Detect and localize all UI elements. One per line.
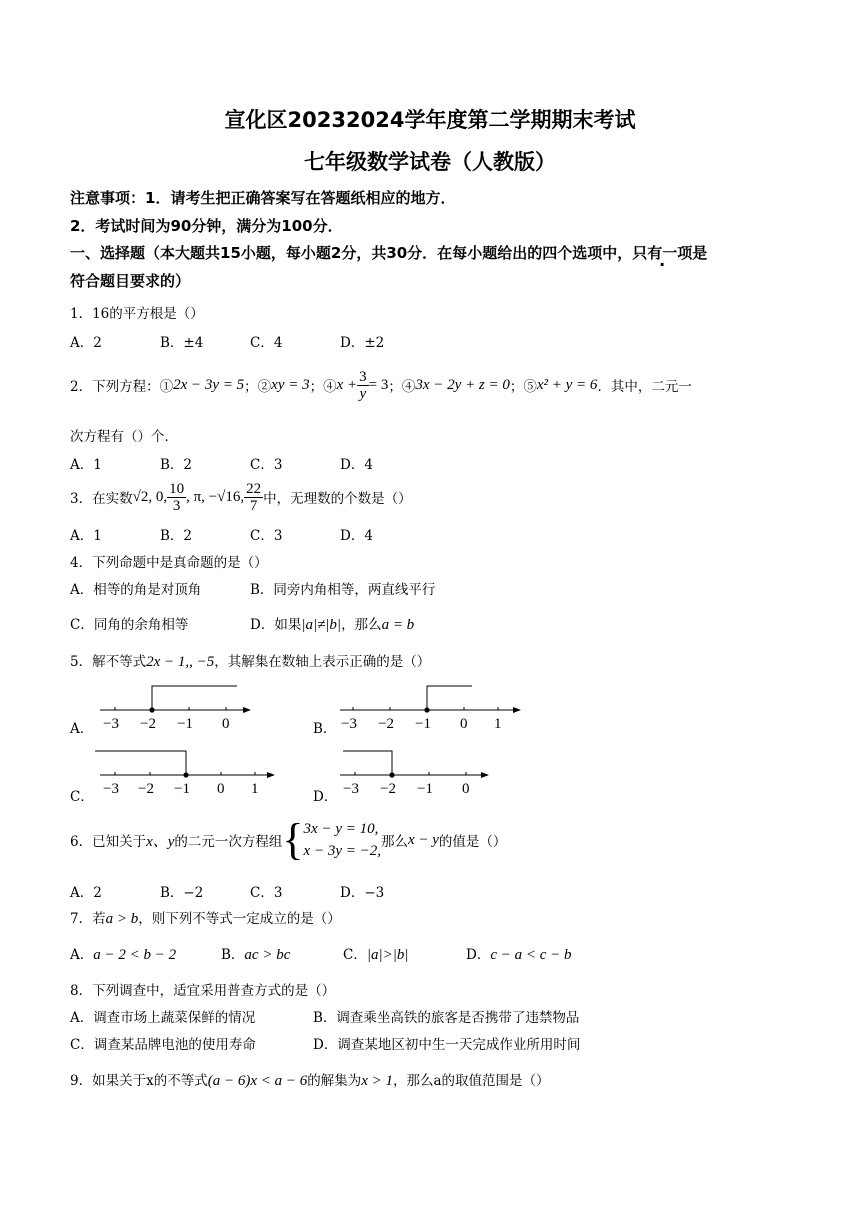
notes-item-1: 1．请考生把正确答案写在答题纸相应的地方．: [145, 189, 456, 207]
q3-frac2-num: 22: [246, 480, 262, 497]
question-4-stem: 4．下列命题中是真命题的是（）: [70, 555, 268, 571]
q7-option-c: [343, 943, 408, 964]
q3-frac1-num: 10: [169, 480, 185, 497]
q7-d-label: D．: [466, 947, 491, 963]
axis-arrow: [243, 707, 251, 713]
tick-label: 1: [494, 716, 502, 732]
section-heading: [70, 242, 707, 263]
q7-option-b: [221, 943, 290, 964]
q9-text-a: 9．如果关于x的不等式: [70, 1073, 208, 1089]
q6-text-a: 6．已知关于: [70, 834, 147, 850]
solution-ray: [427, 686, 472, 710]
q2-option-a: A．1: [70, 457, 102, 473]
section-heading-a: 一、选择题（本大题共15小题，每小题2分，共30分．在每小题给出的四个选项中，: [70, 244, 633, 262]
q6-option-c: C．3: [250, 885, 283, 901]
q2-sep-4: ；⑤: [509, 379, 537, 395]
q9-inequality: (a − 6)x < a − 6: [207, 1073, 308, 1089]
q5-option-b-label: B．: [313, 721, 337, 737]
notes-item-2: 2．考试时间为90分钟，满分为100分．: [70, 217, 343, 235]
question-6-stem: [70, 814, 506, 866]
q2-eq-3b: = 3: [368, 376, 389, 393]
q6-eq-1: 3x − y = 10,: [303, 821, 379, 837]
q8-option-a: A．调查市场上蔬菜保鲜的情况: [70, 1010, 256, 1026]
q2-eq-2: xy = 3: [271, 376, 310, 393]
q3-nums-b: , π, −√16,: [186, 488, 245, 505]
q7-text-a: 7．若: [70, 911, 106, 927]
tick-label: −3: [341, 716, 357, 732]
q5-option-d-label: D．: [313, 789, 338, 805]
q4-option-d: [250, 613, 414, 634]
q7-a-math: a − 2 < b − 2: [93, 947, 177, 963]
q3-fraction-2: [244, 481, 263, 514]
q1-option-b: B．±4: [160, 335, 204, 351]
q2-option-c: C．3: [250, 457, 283, 473]
solution-ray: [95, 751, 186, 775]
q2-sep-1: ；②: [244, 379, 272, 395]
notes-line-1: [70, 187, 455, 208]
exam-title: 宣化区20232024学年度第二学期期末考试: [224, 108, 636, 132]
q6-text-c: 那么: [380, 834, 408, 850]
q4-d-text-a: D．如果: [250, 617, 302, 633]
q2-frac-den: y: [359, 385, 367, 402]
q6-vars: x、y: [146, 833, 175, 850]
solid-point: [149, 707, 154, 712]
q6-eq-2: x − 3y = −2,: [303, 843, 381, 859]
tick-label: −1: [417, 781, 433, 797]
section-heading-b: 是: [692, 244, 708, 262]
q7-b-label: B．: [221, 947, 245, 963]
q5-option-a-label: A．: [70, 721, 94, 737]
q5-number-line-b: [335, 680, 525, 732]
tick-label: −2: [378, 716, 394, 732]
tick-label: −1: [174, 781, 190, 797]
notes-label: 注意事项：: [70, 189, 146, 207]
q3-fraction-1: [167, 481, 186, 514]
q3-text-a: 3．在实数: [70, 491, 133, 507]
q2-eq-3a: x +: [336, 376, 358, 393]
q2-sep-3: ；④: [388, 379, 416, 395]
solution-ray: [343, 751, 392, 775]
q5-text-b: ，其解集在数轴上表示正确的是（）: [214, 654, 431, 670]
q2-fraction: [357, 369, 369, 402]
q5-option-c-label: C．: [70, 789, 94, 805]
axis-arrow: [267, 772, 275, 778]
q7-b-math: ac > bc: [244, 947, 291, 963]
solid-point: [389, 772, 394, 777]
q4-option-b: B．同旁内角相等，两直线平行: [250, 582, 436, 598]
section-heading-line2: 符合题目要求的）: [70, 272, 191, 290]
q4-d-math2: a = b: [381, 617, 415, 633]
q1-option-c: C．4: [250, 335, 283, 351]
q5-text-a: 5．解不等式: [70, 654, 147, 670]
q3-option-d: D．4: [340, 528, 373, 544]
tick-label: −1: [177, 716, 193, 732]
q7-condition: a > b: [105, 911, 139, 927]
tick-label: 0: [222, 716, 230, 732]
q4-option-c: C．同角的余角相等: [70, 617, 189, 633]
tick-label: 0: [217, 781, 225, 797]
tick-label: −3: [103, 781, 119, 797]
q3-option-a: A．1: [70, 528, 102, 544]
q6-text-b: 的二元一次方程组: [174, 834, 283, 850]
q7-text-b: ，则下列不等式一定成立的是（）: [138, 911, 341, 927]
q7-c-label: C．: [343, 947, 367, 963]
q9-text-b: 的解集为: [307, 1073, 362, 1089]
tick-label: 0: [462, 781, 470, 797]
q2-eq-5: x² + y = 6: [536, 376, 598, 393]
tick-label: −2: [380, 781, 396, 797]
q3-text-b: 中，无理数的个数是（）: [263, 491, 412, 507]
q9-text-c: ，那么a的取值范围是（）: [393, 1073, 550, 1089]
q7-option-d: [466, 943, 572, 964]
q2-tail: ．其中，二元一: [597, 379, 692, 395]
q2-option-d: D．4: [340, 457, 373, 473]
q2-eq-4: 3x − 2y + z = 0: [415, 376, 510, 393]
q7-d-math: c − a < c − b: [490, 947, 572, 963]
q1-option-a: A．2: [70, 335, 102, 351]
question-2-stem: [70, 363, 692, 407]
tick-label: 0: [460, 716, 468, 732]
question-9-stem: [70, 1069, 550, 1090]
axis-arrow: [481, 772, 489, 778]
solid-point: [424, 707, 429, 712]
tick-label: −3: [103, 716, 119, 732]
q2-frac-num: 3: [359, 368, 367, 385]
question-8-stem: 8．下列调查中，适宜采用普查方式的是（）: [70, 983, 336, 999]
solid-point: [183, 772, 188, 777]
q6-expression: x − y: [407, 831, 439, 848]
q3-frac2-den: 7: [249, 497, 258, 514]
q2-text-a: 2．下列方程：①: [70, 379, 174, 395]
section-heading-emphasis: 只有一项: [632, 244, 693, 262]
q4-d-math: |a|≠|b|: [301, 617, 342, 633]
q2-eq-1: 2x − 3y = 5: [173, 376, 245, 393]
q9-solution: x > 1: [361, 1073, 393, 1089]
q4-option-a: A．相等的角是对顶角: [70, 582, 202, 598]
q2-sep-2: ；④: [309, 379, 337, 395]
question-7-stem: [70, 907, 341, 928]
question-2-line2: 次方程有（）个．: [70, 429, 178, 445]
q8-option-c: C．调查某品牌电池的使用寿命: [70, 1037, 256, 1053]
q5-number-line-d: [335, 745, 495, 797]
q7-a-label: A．: [70, 947, 94, 963]
q5-inequality: 2x − 1,, −5: [146, 654, 215, 670]
q6-option-a: A．2: [70, 885, 102, 901]
q5-number-line-a: [95, 680, 255, 732]
q6-equation-system: [304, 818, 381, 862]
axis-arrow: [513, 707, 521, 713]
q1-option-d: D．±2: [340, 335, 385, 351]
solution-ray: [152, 686, 237, 710]
q8-option-d: D．调查某地区初中生一天完成作业所用时间: [313, 1037, 581, 1053]
tick-label: −3: [343, 781, 359, 797]
tick-label: 1: [251, 781, 259, 797]
q6-option-d: D．−3: [340, 885, 385, 901]
q8-option-b: B．调查乘坐高铁的旅客是否携带了违禁物品: [313, 1010, 580, 1026]
q5-number-line-c: [95, 745, 285, 797]
tick-label: −1: [415, 716, 431, 732]
tick-label: −2: [138, 781, 154, 797]
q2-option-b: B．2: [160, 457, 193, 473]
q3-frac1-den: 3: [172, 497, 181, 514]
q6-option-b: B．−2: [160, 885, 204, 901]
q4-d-text-b: ，那么: [341, 617, 382, 633]
q3-option-b: B．2: [160, 528, 193, 544]
question-5-stem: [70, 650, 430, 671]
q3-nums-a: √2, 0,: [132, 488, 168, 505]
exam-subtitle: 七年级数学试卷（人教版）: [304, 150, 556, 174]
q3-option-c: C．3: [250, 528, 283, 544]
q7-c-math: |a|>|b|: [366, 947, 409, 963]
question-1-stem: 1．16的平方根是（）: [70, 306, 204, 322]
tick-label: −2: [140, 716, 156, 732]
q6-text-d: 的值是（）: [438, 834, 507, 850]
question-3-stem: [70, 475, 412, 519]
q6-brace: {: [282, 815, 304, 864]
q7-option-a: [70, 943, 176, 964]
